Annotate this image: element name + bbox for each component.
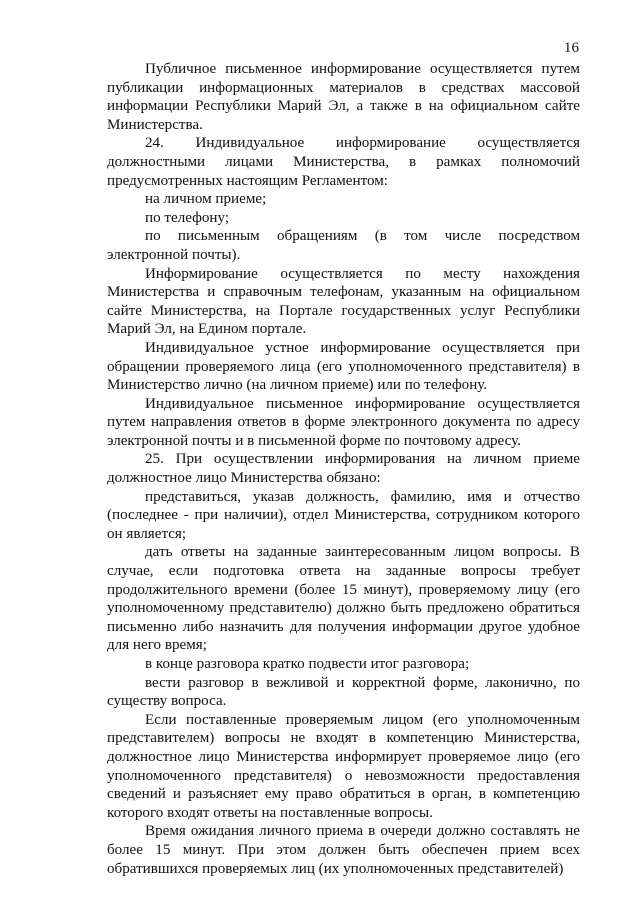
- list-item-phone: по телефону;: [145, 209, 230, 226]
- list-item-summarize: в конце разговора кратко подвести итог разговора;: [145, 656, 470, 672]
- paragraph-oral-info: Индивидуальное устное информирование осуществляется при обращении проверяемого лица (его уполномоченного представителя) в Министерство лично (на личном приеме) или по телефону.: [107, 339, 580, 394]
- list-item-personal-reception: на личном приеме;: [145, 191, 267, 208]
- paragraph-item-25: 25. При осуществлении информирования на личном приеме должностное лицо Министерства обязано:: [107, 451, 580, 487]
- paragraph-item-24: 24. Индивидуальное информирование осуществляется должностными лицами Министерства, в рамках полномочий предусмотренных настоящим Регламентом:: [107, 135, 580, 189]
- paragraph-info-location: Информирование осуществляется по месту нахождения Министерства и справочным телефонам, указанным на официальном сайте Министерства, на Портале государственных услуг Республики Марий Эл, на Едином портале.: [107, 265, 580, 338]
- list-item-introduce: представиться, указав должность, фамилию, имя и отчество (последнее - при наличии), отдел Министерства, сотрудником которого он является;: [107, 488, 580, 542]
- page-number: 16: [563, 40, 579, 56]
- paragraph-public-written-info: Публичное письменное информирование осуществляется путем публикации информационных материалов в средствах массовой информации Республики Марий Эл, а также в на официальном сайте Министерства.: [107, 61, 580, 133]
- list-item-polite-manner: вести разговор в вежливой и корректной форме, лаконично, по существу вопроса.: [107, 674, 580, 710]
- list-item-answer-questions: дать ответы на заданные заинтересованным лицом вопросы. В случае, если подготовка ответа на заданные вопросы требует продолжительного времени (более 15 минут), проверяемому лицу (его уполномоченному представителю) должно быть предложено обратиться письменно либо назначить для получения информации другое удобное для него время;: [107, 544, 580, 654]
- paragraph-waiting-time: Время ожидания личного приема в очереди должно составлять не более 15 минут. При этом должен быть обеспечен прием всех обратившихся проверяемых лиц (их уполномоченных представителей): [107, 823, 580, 877]
- body-text: [107, 60, 580, 878]
- paragraph-out-of-competence: Если поставленные проверяемым лицом (его уполномоченным представителем) вопросы не входят в компетенцию Министерства, должностное лицо Министерства информирует проверяемое лицо (его уполномоченного представителя) о невозможности предоставления сведений и разъясняет ему право обратиться в орган, в компетенцию которого входят ответы на поставленные вопросы.: [107, 711, 580, 821]
- list-item-written-requests: по письменным обращениям (в том числе посредством электронной почты).: [107, 228, 580, 263]
- paragraph-written-info: Индивидуальное письменное информирование осуществляется путем направления ответов в форме электронного документа по адресу электронной почты и в письменной форме по почтовому адресу.: [107, 395, 580, 449]
